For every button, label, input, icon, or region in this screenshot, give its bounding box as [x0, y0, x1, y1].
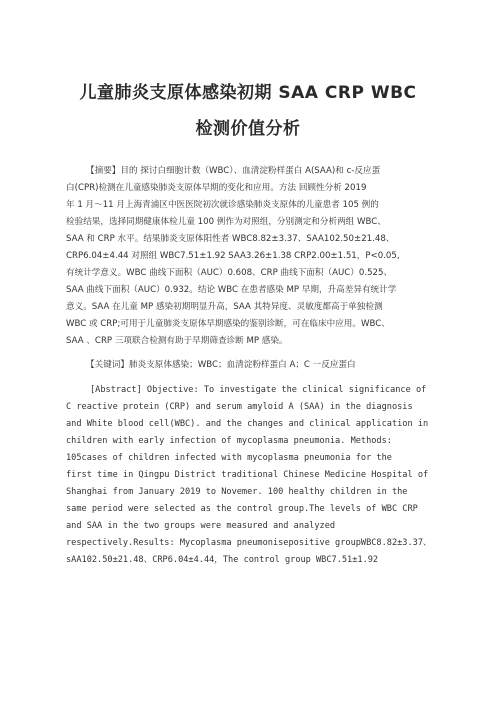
abstract-cn-line: 有统计学意义。WBC 曲线下面积（AUC）0.608、CRP 曲线下面积（AUC）0.525、 — [66, 268, 393, 278]
abstract-cn-line: WBC 或 CRP;可用于儿童肺炎支原体早期感染的鉴别诊断，可在临床中应用。WBC、 — [66, 319, 390, 329]
abstract-en-line: sAA102.50±21.48、CRP6.04±4.44，The control group WBC7.51±1.92 — [66, 555, 379, 565]
document-title-line-2: 检测价值分析 — [195, 119, 301, 139]
document-title-line-1: 儿童肺炎支原体感染初期 SAA CRP WBC — [79, 83, 417, 103]
abstract-cn-line: SAA 曲线下面积（AUC）0.932。结论 WBC 在患者感染 MP 早期，升高差异有统计学 — [66, 285, 397, 295]
abstract-en-line: C reactive protein (CRP) and serum amyloid A (SAA) in the diagnosis — [66, 402, 413, 412]
abstract-en-line: Shanghai from January 2019 to Novemer. 100 healthy children in the — [66, 487, 408, 497]
abstract-en-line: children with early infection of mycoplasma pneumonia. Methods: — [66, 436, 392, 446]
abstract-cn-line: 【摘要】目的 探讨白细胞计数（WBC）、血清淀粉样蛋白 A(SAA)和 c-反应蛋 — [86, 166, 381, 176]
abstract-en-line: 105cases of children infected with mycoplasma pneumonia for the — [66, 453, 392, 463]
abstract-en-line: first time in Qingpu District traditional Chinese Medicine Hospital of — [66, 470, 429, 480]
abstract-en-line: respectively.Results: Mycoplasma pneumonisepositive groupWBC8.82±3.37、 — [66, 538, 432, 548]
abstract-en-line: [Abstract] Objective: To investigate the clinical significance of — [90, 385, 427, 395]
abstract-cn-line: SAA 、CRP 三项联合检测有助于早期筛查诊断 MP 感染。 — [66, 336, 288, 346]
abstract-en-line: same period were selected as the control group.The levels of WBC CRP — [66, 504, 418, 514]
abstract-cn-line: 意义。SAA 在儿童 MP 感染初期明显升高，SAA 其特异度、灵敏度都高于单独检测 — [66, 302, 383, 312]
keywords-cn: 【关键词】肺炎支原体感染；WBC；血清淀粉样蛋白 A；C 一反应蛋白 — [86, 360, 356, 370]
abstract-cn-line: 白(CPR)检测在儿童感染肺炎支原体早期的变化和应用。方法 回顾性分析 2019 — [66, 183, 367, 193]
abstract-cn-line: SAA 和 CRP 水平。结果肺炎支原体阳性者 WBC8.82±3.37、SAA102.50±21.48、 — [66, 234, 395, 244]
abstract-en-line: and SAA in the two groups were measured and analyzed — [66, 521, 336, 531]
abstract-cn-line: 年 1 月～11 月上海青浦区中医医院初次就诊感染肺炎支原体的儿童患者 105 例的 — [66, 200, 379, 210]
abstract-cn-line: CRP6.04±4.44 对照组 WBC7.51±1.92 SAA3.26±1.38 CRP2.00±1.51，P<0.05, — [66, 251, 400, 261]
abstract-cn-line: 检验结果，选择同期健康体检儿童 100 例作为对照组，分别测定和分析两组 WBC、 — [66, 217, 386, 227]
abstract-en-line: and White blood cell(WBC). and the changes and clinical application in — [66, 419, 429, 429]
